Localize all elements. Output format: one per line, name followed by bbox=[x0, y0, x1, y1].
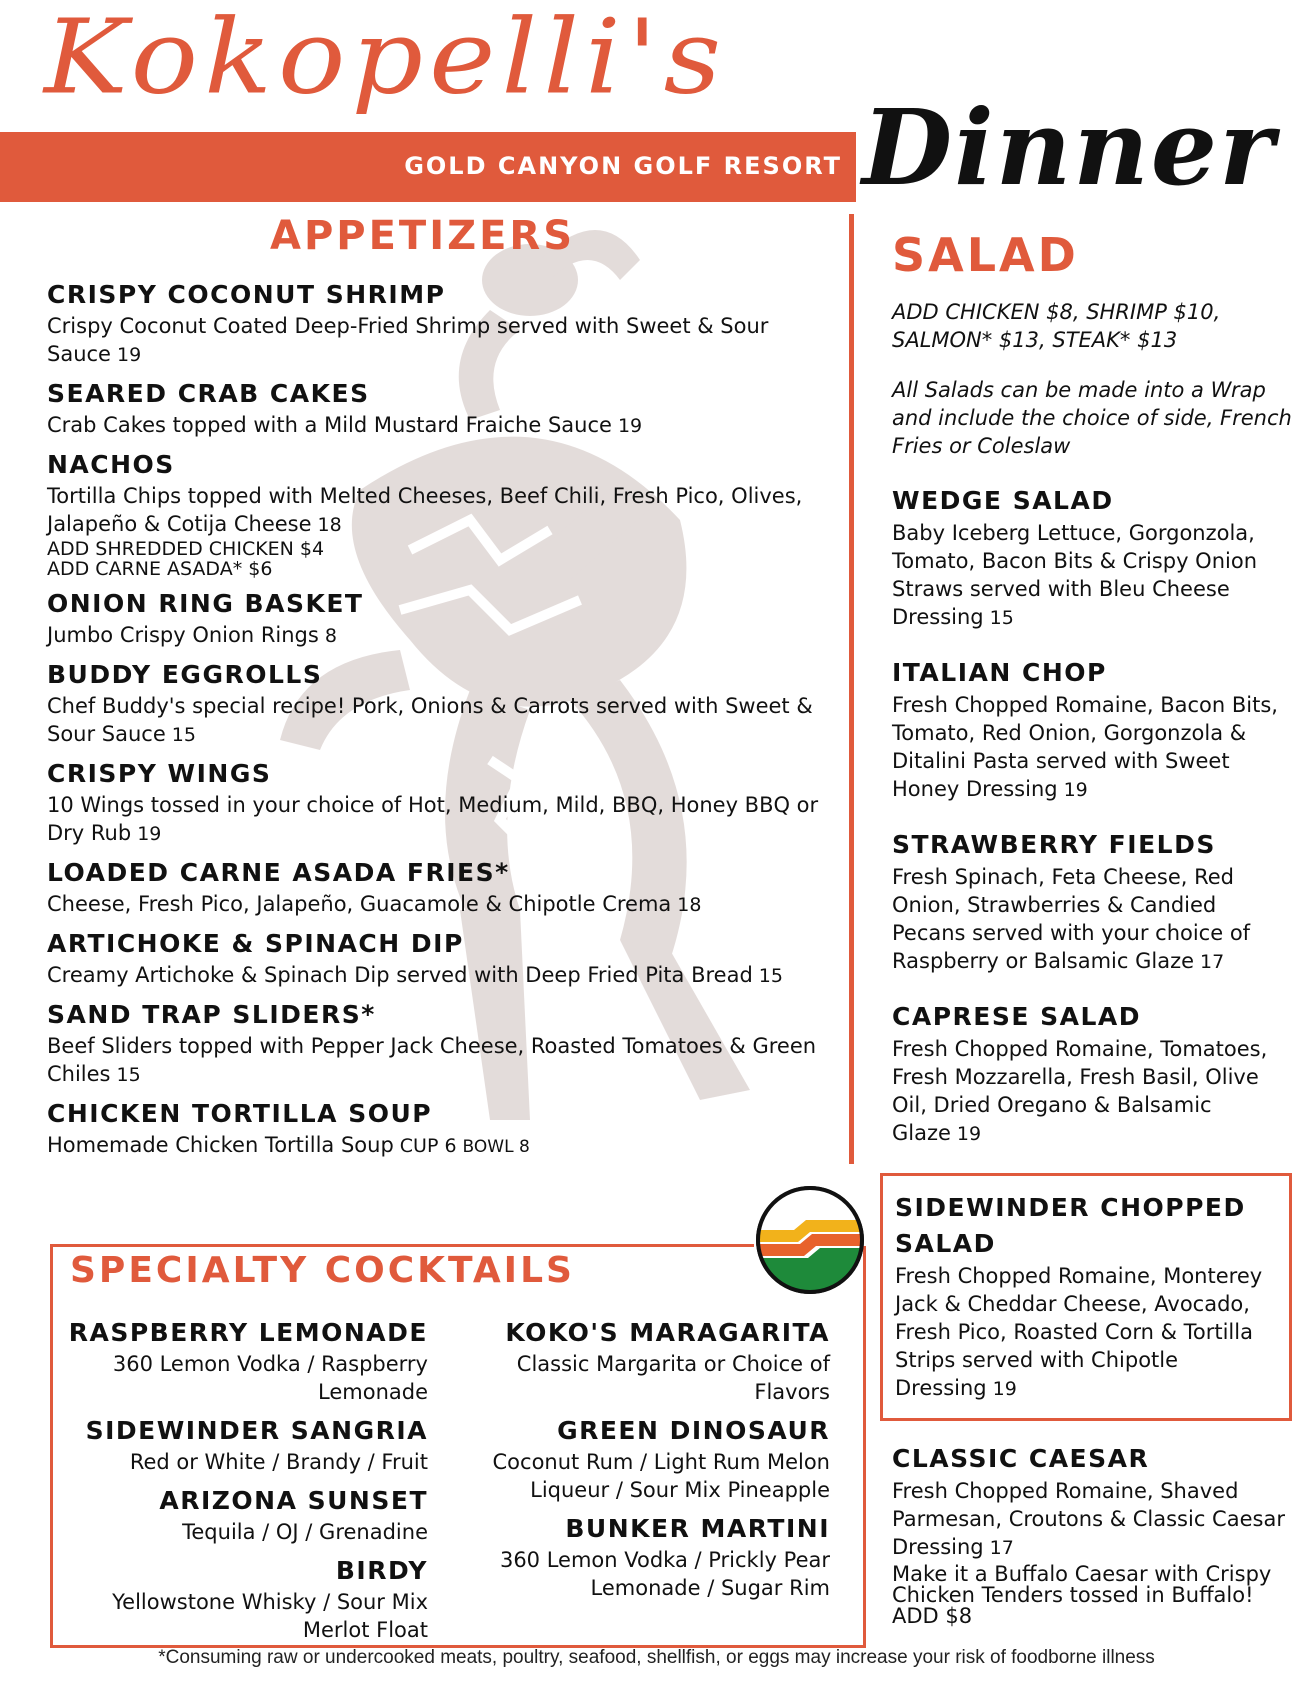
item-description: 10 Wings tossed in your choice of Hot, Medium, Mild, BBQ, Honey BBQ or Dry Rub 19 bbox=[47, 793, 819, 845]
menu-type-title: Dinner bbox=[862, 86, 1276, 209]
item-description: Yellowstone Whisky / Sour Mix Merlot Float bbox=[112, 1590, 428, 1642]
item-name: WEDGE SALAD bbox=[892, 486, 1114, 515]
item-price: 8 bbox=[324, 625, 337, 647]
list-item bbox=[47, 660, 837, 749]
item-name: BUDDY EGGROLLS bbox=[47, 660, 323, 689]
item-name: CRISPY COCONUT SHRIMP bbox=[47, 280, 446, 309]
appetizers-heading: APPETIZERS bbox=[270, 213, 576, 259]
item-name: SEARED CRAB CAKES bbox=[47, 379, 370, 408]
item-description: Chef Buddy's special recipe! Pork, Onions & Carrots served with Sweet & Sour Sauce 15 bbox=[47, 694, 813, 746]
list-item bbox=[47, 929, 837, 990]
item-price: 15 bbox=[989, 607, 1014, 629]
item-price: 15 bbox=[758, 965, 783, 987]
cocktails-left-column bbox=[60, 1316, 428, 1652]
item-name: STRAWBERRY FIELDS bbox=[892, 830, 1216, 859]
item-description: Homemade Chicken Tortilla Soup CUP 6 BOWL 8 bbox=[47, 1133, 530, 1157]
list-item bbox=[892, 1444, 1302, 1627]
item-addon: ADD CARNE ASADA* $6 bbox=[47, 558, 273, 580]
item-price: 15 bbox=[116, 1064, 141, 1086]
item-name: BIRDY bbox=[335, 1556, 428, 1585]
item-description: Red or White / Brandy / Fruit bbox=[129, 1450, 428, 1474]
item-description: Crab Cakes topped with a Mild Mustard Fraiche Sauce 19 bbox=[47, 413, 643, 437]
item-price: 19 bbox=[992, 1378, 1017, 1400]
item-price: 17 bbox=[1200, 951, 1225, 973]
item-price: 19 bbox=[116, 344, 142, 366]
list-item bbox=[892, 658, 1292, 804]
resort-logo-icon bbox=[754, 1184, 866, 1296]
item-description: Fresh Chopped Romaine, Tomatoes, Fresh Mozzarella, Fresh Basil, Olive Oil, Dried Oregano & Balsamic Glaze 19 bbox=[892, 1037, 1268, 1145]
cup-price: CUP 6 bbox=[399, 1135, 457, 1157]
list-item bbox=[47, 759, 837, 848]
item-description: 360 Lemon Vodka / Raspberry Lemonade bbox=[112, 1352, 428, 1404]
item-name: NACHOS bbox=[47, 450, 175, 479]
list-item bbox=[892, 486, 1292, 632]
appetizers-list bbox=[47, 280, 837, 1171]
item-description: Fresh Chopped Romaine, Monterey Jack & Cheddar Cheese, Avocado, Fresh Pico, Roasted Corn & Tortilla Strips served with Chipotle Dressing 19 bbox=[895, 1264, 1263, 1400]
list-item bbox=[47, 450, 837, 579]
list-item bbox=[60, 1554, 428, 1644]
cocktails-heading: SPECIALTY COCKTAILS bbox=[70, 1250, 575, 1291]
list-item bbox=[47, 1099, 837, 1161]
item-description: Fresh Chopped Romaine, Bacon Bits, Tomato, Red Onion, Gorgonzola & Ditalini Pasta served with Sweet Honey Dressing 19 bbox=[892, 693, 1278, 801]
item-description: Cheese, Fresh Pico, Jalapeño, Guacamole & Chipotle Crema 18 bbox=[47, 892, 702, 916]
item-description: 360 Lemon Vodka / Prickly Pear Lemonade / Sugar Rim bbox=[499, 1548, 830, 1600]
header-banner bbox=[0, 132, 856, 202]
list-item bbox=[450, 1316, 830, 1406]
item-name: ITALIAN CHOP bbox=[892, 658, 1107, 687]
item-description: Crispy Coconut Coated Deep-Fried Shrimp served with Sweet & Sour Sauce 19 bbox=[47, 314, 769, 366]
item-description: Coconut Rum / Light Rum Melon Liqueur / Sour Mix Pineapple bbox=[492, 1450, 830, 1502]
item-description: Fresh Chopped Romaine, Shaved Parmesan, Croutons & Classic Caesar Dressing 17 bbox=[892, 1479, 1285, 1559]
item-price: 19 bbox=[617, 415, 643, 437]
item-description: Jumbo Crispy Onion Rings 8 bbox=[47, 623, 337, 647]
item-description: Baby Iceberg Lettuce, Gorgonzola, Tomato, Bacon Bits & Crispy Onion Straws served with Bleu Cheese Dressing 15 bbox=[892, 521, 1257, 629]
disclaimer: *Consuming raw or undercooked meats, poultry, seafood, shellfish, or eggs may increase your risk of foodborne illness bbox=[158, 1647, 1155, 1668]
item-name: CRISPY WINGS bbox=[47, 759, 272, 788]
item-description: Tequila / OJ / Grenadine bbox=[182, 1520, 428, 1544]
item-name: CLASSIC CAESAR bbox=[892, 1444, 1150, 1473]
salad-section bbox=[892, 228, 1292, 1148]
item-description: Classic Margarita or Choice of Flavors bbox=[516, 1352, 830, 1404]
item-price: 19 bbox=[956, 1123, 982, 1145]
item-name: RASPBERRY LEMONADE bbox=[68, 1318, 428, 1347]
item-name: SIDEWINDER SANGRIA bbox=[85, 1416, 428, 1445]
item-addon: ADD SHREDDED CHICKEN $4 bbox=[47, 538, 325, 560]
item-name: ARTICHOKE & SPINACH DIP bbox=[47, 929, 464, 958]
list-item bbox=[892, 830, 1292, 976]
item-addon: Make it a Buffalo Caesar with Crispy Chicken Tenders tossed in Buffalo! ADD $8 bbox=[892, 1562, 1272, 1628]
list-item bbox=[47, 1000, 837, 1089]
list-item bbox=[450, 1512, 830, 1602]
list-item bbox=[60, 1414, 428, 1476]
salad-wrap-note: All Salads can be made into a Wrap and include the choice of side, French Fries or Coleslaw bbox=[892, 378, 1292, 458]
list-item bbox=[60, 1484, 428, 1546]
list-item bbox=[892, 1002, 1292, 1148]
item-description: Tortilla Chips topped with Melted Cheeses, Beef Chili, Fresh Pico, Olives, Jalapeño & Cotija Cheese 18 bbox=[47, 484, 803, 536]
list-item bbox=[47, 589, 837, 650]
item-description: Fresh Spinach, Feta Cheese, Red Onion, Strawberries & Candied Pecans served with your choice of Raspberry or Balsamic Glaze 17 bbox=[892, 865, 1251, 973]
salad-protein-note: ADD CHICKEN $8, SHRIMP $10, SALMON* $13, STEAK* $13 bbox=[892, 300, 1221, 352]
item-name: ONION RING BASKET bbox=[47, 589, 364, 618]
item-description: Beef Sliders topped with Pepper Jack Cheese, Roasted Tomatoes & Green Chiles 15 bbox=[47, 1034, 817, 1086]
salad-heading: SALAD bbox=[892, 228, 1079, 282]
item-price: 19 bbox=[137, 823, 162, 845]
cocktails-right-column bbox=[450, 1316, 830, 1610]
brand-logotype: Kokopelli's bbox=[44, 0, 728, 118]
resort-name: GOLD CANYON GOLF RESORT bbox=[404, 152, 842, 180]
item-name: GREEN DINOSAUR bbox=[557, 1416, 830, 1445]
item-price: 19 bbox=[1063, 779, 1088, 801]
item-name: SAND TRAP SLIDERS* bbox=[47, 1000, 376, 1029]
item-name: BUNKER MARTINI bbox=[565, 1514, 830, 1543]
item-name: KOKO'S MARAGARITA bbox=[505, 1318, 830, 1347]
list-item bbox=[47, 858, 837, 919]
featured-salad-box bbox=[880, 1173, 1292, 1421]
bowl-price: BOWL 8 bbox=[462, 1137, 530, 1157]
item-name: ARIZONA SUNSET bbox=[159, 1486, 428, 1515]
item-name: CHICKEN TORTILLA SOUP bbox=[47, 1099, 433, 1128]
item-name: CAPRESE SALAD bbox=[892, 1002, 1142, 1031]
item-name: LOADED CARNE ASADA FRIES* bbox=[47, 858, 510, 887]
list-item bbox=[47, 379, 837, 440]
list-item bbox=[60, 1316, 428, 1406]
item-price: 18 bbox=[317, 514, 342, 536]
item-price: 15 bbox=[171, 724, 196, 746]
list-item bbox=[450, 1414, 830, 1504]
item-price: 18 bbox=[677, 894, 702, 916]
item-description: Creamy Artichoke & Spinach Dip served with Deep Fried Pita Bread 15 bbox=[47, 963, 783, 987]
item-name: SIDEWINDER CHOPPED SALAD bbox=[895, 1193, 1246, 1258]
item-price: 17 bbox=[989, 1537, 1014, 1559]
list-item bbox=[47, 280, 837, 369]
column-divider bbox=[849, 214, 854, 1164]
